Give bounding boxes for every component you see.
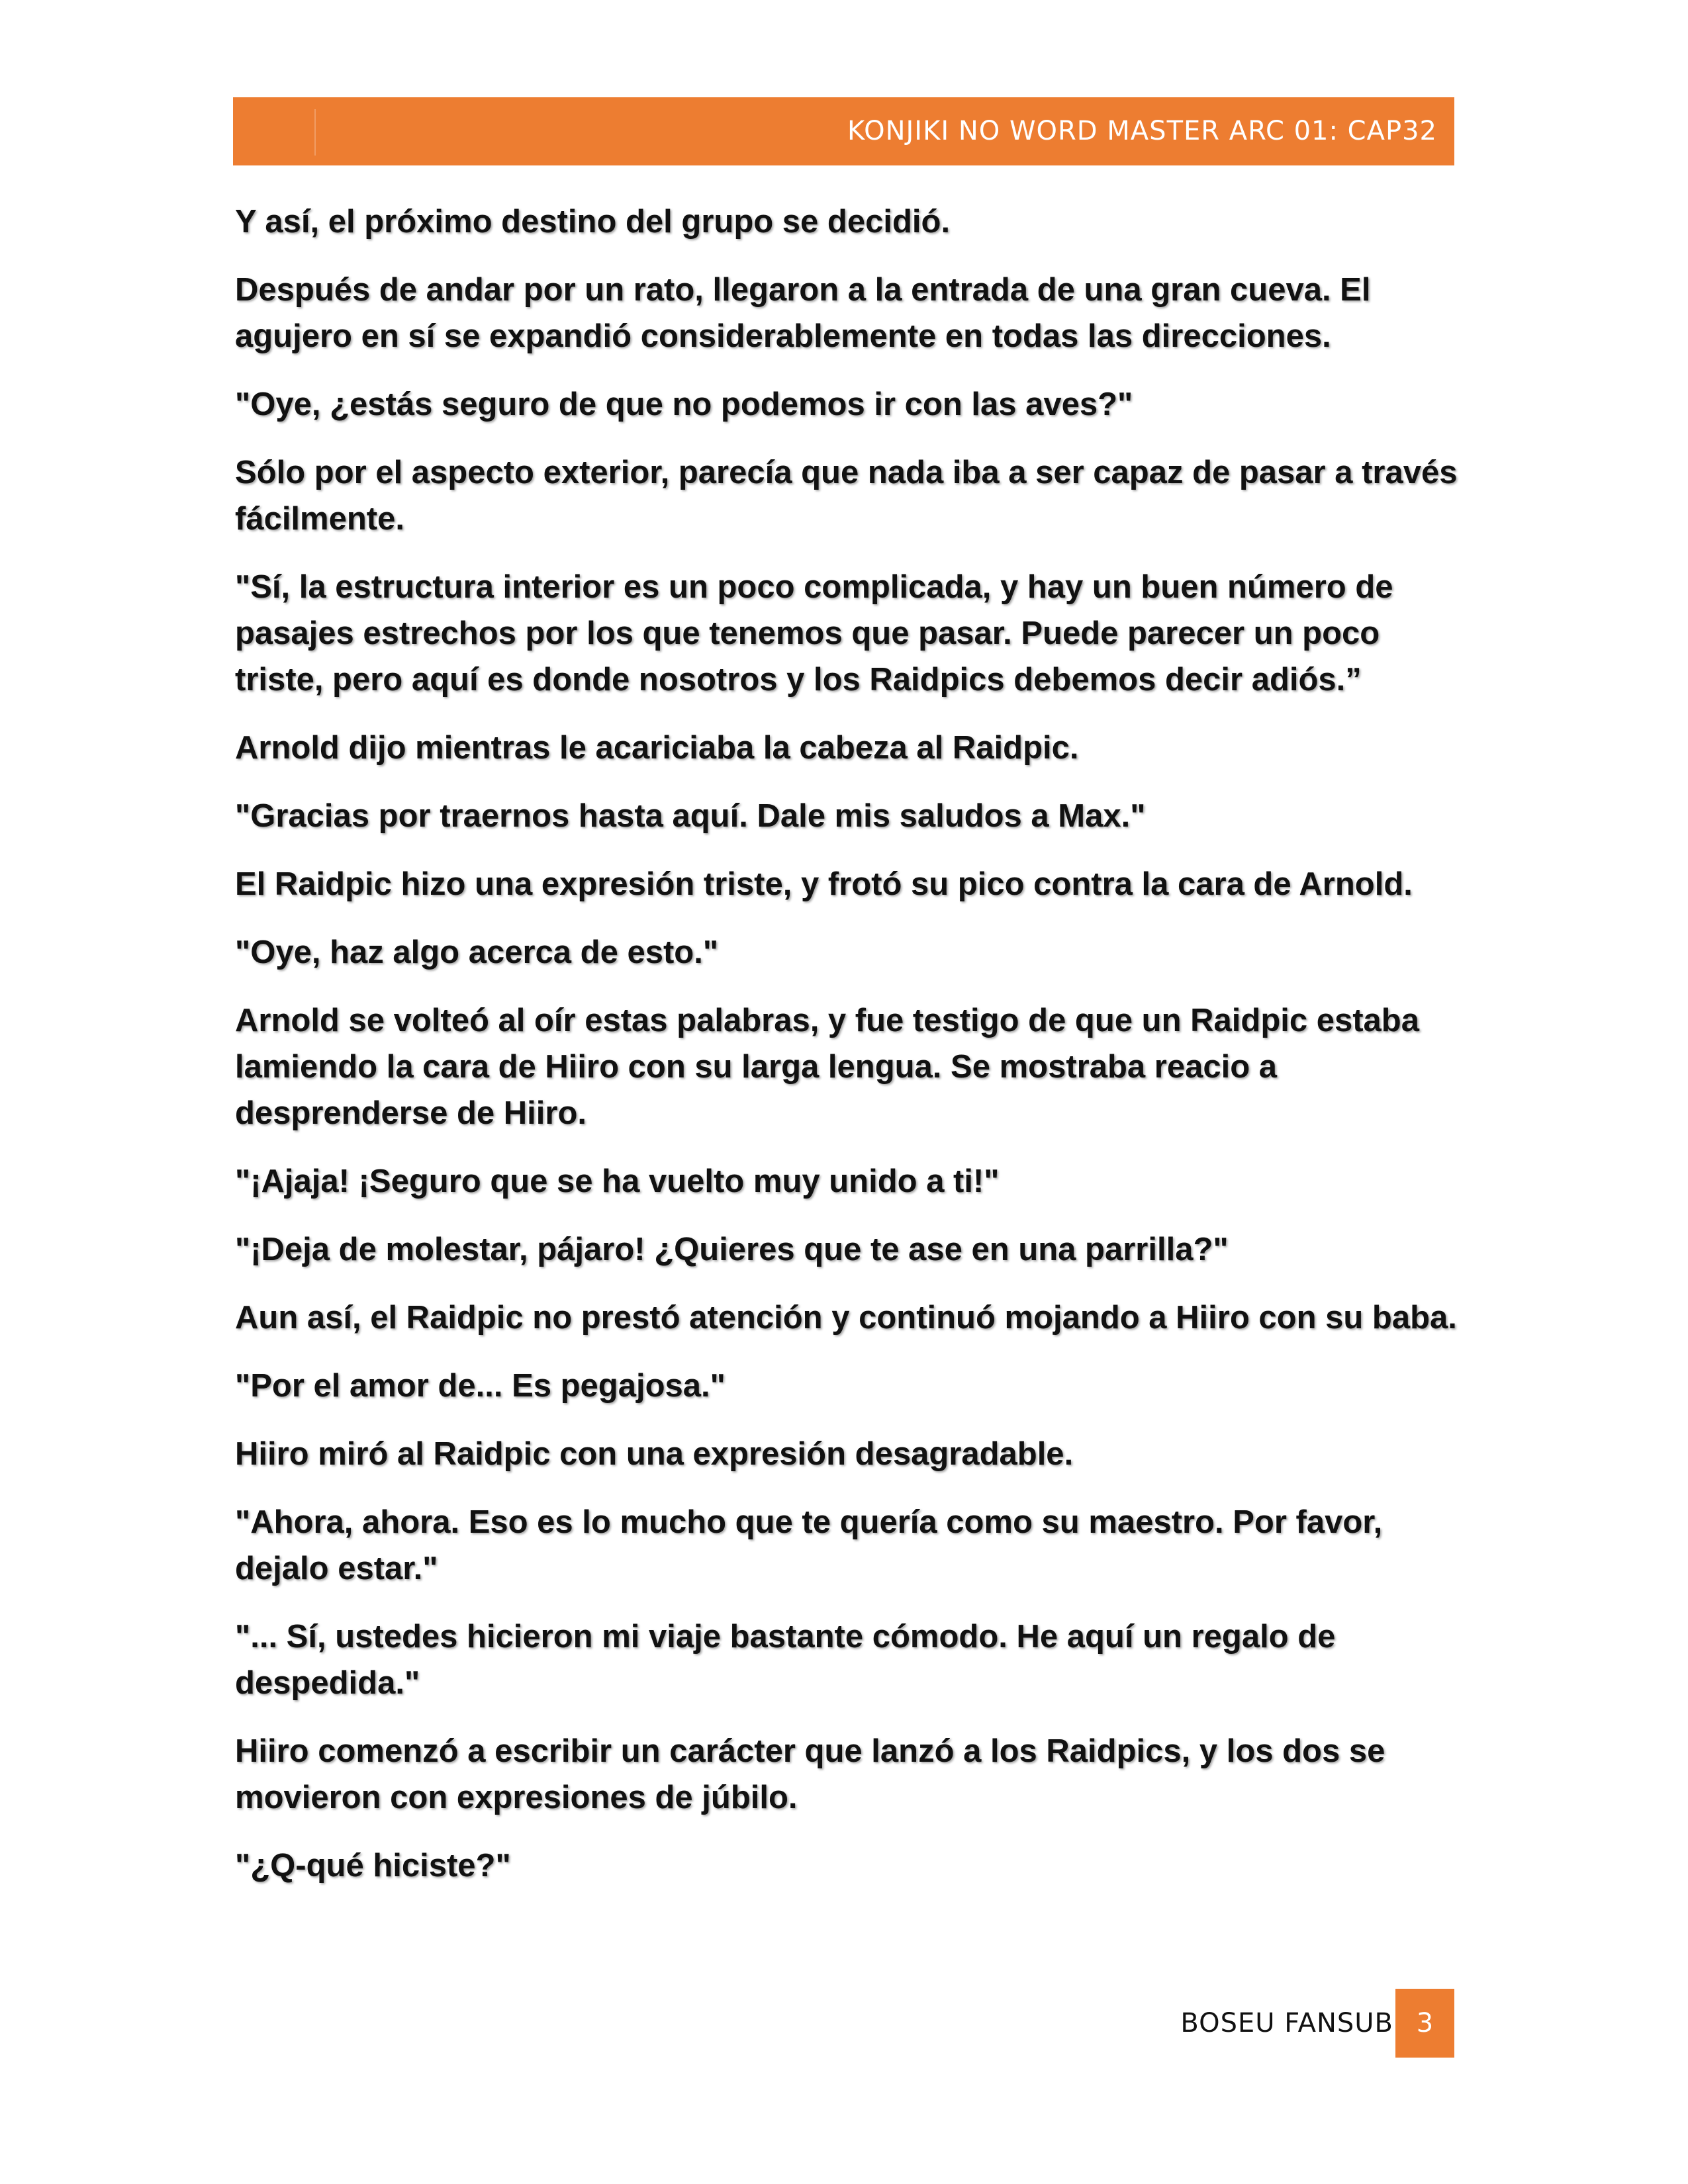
paragraph: Sólo por el aspecto exterior, parecía que nada iba a ser capaz de pasar a través fácilmente. <box>235 455 1458 537</box>
paragraph: "Oye, ¿estás seguro de que no podemos ir con las aves?" <box>235 387 1133 422</box>
paragraph: "Sí, la estructura interior es un poco complicada, y hay un buen número de pasajes estrechos por los que tenemos que pasar. Puede parecer un poco triste, pero aquí es donde nosotros y los Raidpics debemos decir adiós.” <box>235 569 1393 698</box>
paragraph: "¡Ajaja! ¡Seguro que se ha vuelto muy unido a ti!" <box>235 1163 1000 1199</box>
paragraph: Aun así, el Raidpic no prestó atención y continuó mojando a Hiiro con su baba. <box>235 1300 1457 1336</box>
paragraph: Y así, el próximo destino del grupo se decidió. <box>235 204 951 240</box>
paragraph: Hiiro comenzó a escribir un carácter que lanzó a los Raidpics, y los dos se movieron con expresiones de júbilo. <box>235 1733 1385 1815</box>
paragraph: El Raidpic hizo una expresión triste, y frotó su pico contra la cara de Arnold. <box>235 866 1413 902</box>
paragraph: "Por el amor de... Es pegajosa." <box>235 1368 726 1404</box>
document-body <box>235 199 1460 1911</box>
paragraph: "¿Q-qué hiciste?" <box>235 1848 511 1884</box>
paragraph: "... Sí, ustedes hicieron mi viaje bastante cómodo. He aquí un regalo de despedida." <box>235 1619 1336 1701</box>
paragraph: "Oye, haz algo acerca de esto." <box>235 934 719 970</box>
paragraph: "Gracias por traernos hasta aquí. Dale mis saludos a Max." <box>235 798 1146 834</box>
paragraph: "Ahora, ahora. Eso es lo mucho que te quería como su maestro. Por favor, dejalo estar." <box>235 1504 1383 1586</box>
header-accent-box <box>233 109 316 156</box>
paragraph: Arnold se volteó al oír estas palabras, y fue testigo de que un Raidpic estaba lamiendo la cara de Hiiro con su larga lengua. Se mostraba reacio a desprenderse de Hiiro. <box>235 1003 1419 1131</box>
header-band <box>233 97 1454 165</box>
paragraph: Después de andar por un rato, llegaron a la entrada de una gran cueva. El agujero en sí se expandió considerablemente en todas las direcciones. <box>235 272 1371 354</box>
page-number-badge: 3 <box>1395 1989 1454 2058</box>
paragraph: Arnold dijo mientras le acariciaba la cabeza al Raidpic. <box>235 730 1079 766</box>
paragraph: Hiiro miró al Raidpic con una expresión desagradable. <box>235 1436 1074 1472</box>
footer-label: BOSEU FANSUB <box>1180 2008 1393 2038</box>
header-title: KONJIKI NO WORD MASTER ARC 01: CAP32 <box>847 116 1437 146</box>
paragraph: "¡Deja de molestar, pájaro! ¿Quieres que te ase en una parrilla?" <box>235 1232 1229 1267</box>
